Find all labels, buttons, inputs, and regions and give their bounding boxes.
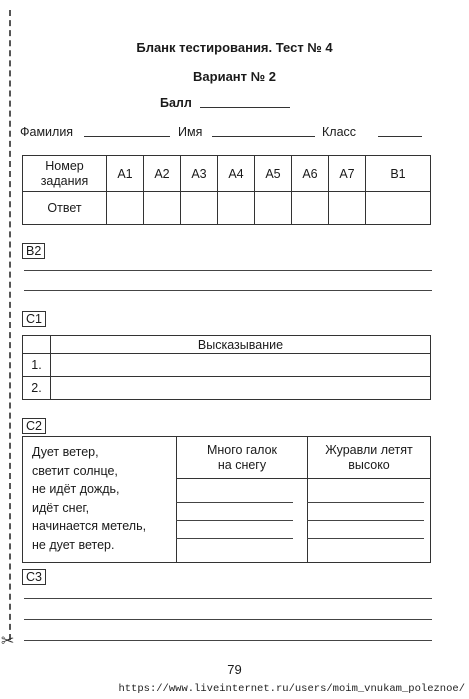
statement-cell[interactable] (51, 354, 431, 377)
answer-line[interactable] (24, 270, 432, 271)
answer-line[interactable] (24, 640, 432, 641)
scissors-icon: ✂ (1, 633, 15, 650)
col-b1: В1 (366, 156, 431, 192)
variant-title: Вариант № 2 (193, 69, 276, 84)
cut-line (9, 10, 11, 640)
statement-row-number: 2. (23, 377, 51, 400)
classification-table (22, 436, 431, 563)
statement-cell[interactable] (51, 377, 431, 400)
col-a1: А1 (107, 156, 144, 192)
page-number: 79 (227, 662, 242, 677)
answer-line[interactable] (176, 538, 293, 539)
surname-label: Фамилия (20, 125, 74, 139)
answer-cell[interactable] (218, 192, 255, 225)
phenomena-list: Дует ветер, светит солнце, не идёт дождь, идёт снег, начинается метель, не дует ветер. (23, 437, 177, 563)
sign-column-header: Много галок на снегу (177, 437, 308, 479)
col-a7: А7 (329, 156, 366, 192)
name-field[interactable] (212, 136, 315, 137)
col-a6: А6 (292, 156, 329, 192)
answer-cell[interactable] (329, 192, 366, 225)
source-url[interactable]: https://www.liveinternet.ru/users/moim_vnukam_poleznoe/ (118, 683, 465, 695)
col-a5: А5 (255, 156, 292, 192)
section-c2-label: С2 (22, 418, 46, 434)
col-a4: А4 (218, 156, 255, 192)
class-label: Класс (322, 125, 357, 139)
section-c3-label: С3 (22, 569, 46, 585)
answer-line[interactable] (24, 290, 432, 291)
score-label: Балл (160, 96, 192, 110)
section-c1-label: С1 (22, 311, 46, 327)
col-a2: А2 (144, 156, 181, 192)
answer-line[interactable] (307, 520, 424, 521)
answer-line[interactable] (24, 598, 432, 599)
answer-cell[interactable] (292, 192, 329, 225)
name-label: Имя (178, 125, 203, 139)
answer-line[interactable] (307, 502, 424, 503)
answer-line[interactable] (176, 520, 293, 521)
answer-cell[interactable] (366, 192, 431, 225)
answer-cell[interactable] (107, 192, 144, 225)
answer-cell[interactable] (144, 192, 181, 225)
statement-header: Высказывание (51, 336, 431, 354)
page-title: Бланк тестирования. Тест № 4 (136, 40, 333, 55)
score-field[interactable] (200, 107, 290, 108)
statement-table (22, 335, 431, 400)
section-b2-label: В2 (22, 243, 45, 259)
answer-line[interactable] (176, 502, 293, 503)
answer-cell[interactable] (255, 192, 292, 225)
answer-line[interactable] (307, 538, 424, 539)
sign-column-header: Журавли летят высоко (308, 437, 431, 479)
class-field[interactable] (378, 136, 422, 137)
statement-row-number: 1. (23, 354, 51, 377)
col-a3: А3 (181, 156, 218, 192)
task-number-header: Номер задания (23, 156, 107, 192)
answer-row-label: Ответ (23, 192, 107, 225)
answer-cell[interactable] (181, 192, 218, 225)
surname-field[interactable] (84, 136, 170, 137)
answer-line[interactable] (24, 619, 432, 620)
answer-table (22, 155, 431, 225)
